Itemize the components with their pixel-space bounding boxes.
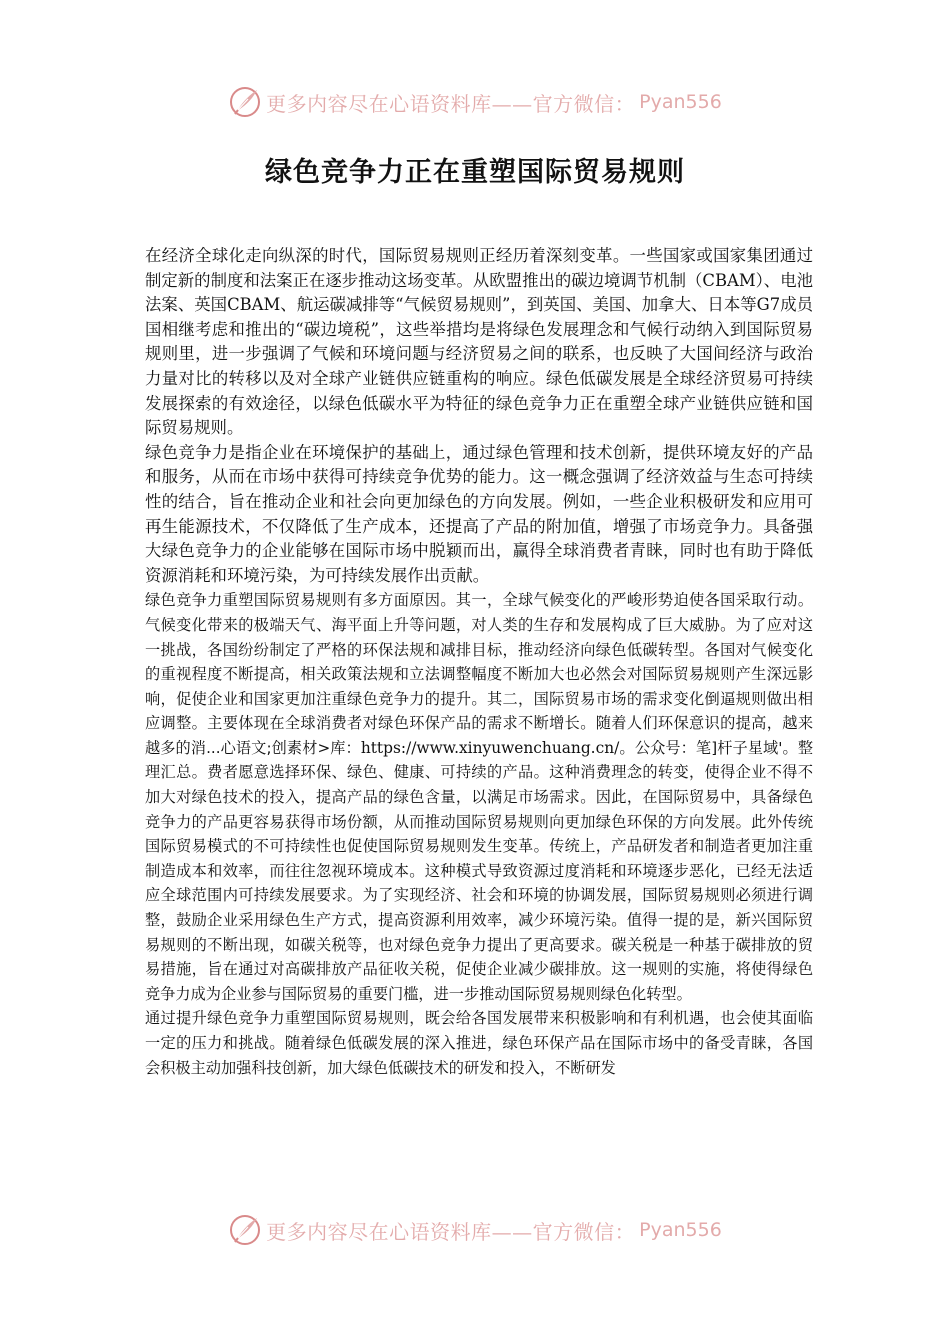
footer-watermark-banner <box>0 1208 950 1252</box>
page-title: 绿色竞争力正在重塑国际贸易规则 <box>265 157 685 188</box>
watermark-wechat-id: Pyan556 <box>639 1219 722 1241</box>
paragraph-4: 通过提升绿色竞争力重塑国际贸易规则，既会给各国发展带来积极影响和有利机遇，也会使其面临一定的压力和挑战。随着绿色低碳发展的深入推进，绿色环保产品在国际市场中的备受青睐，各国会积极主动加强科技创新，加大绿色低碳技术的研发和投入，不断研发 <box>145 1009 813 1077</box>
paragraph-3-part-b: 公众号：笔]杆子星域'。整理汇总。费者愿意选择环保、绿色、健康、可持续的产品。这种消费理念的转变，使得企业不得不加大对绿色技术的投入，提高产品的绿色含量，以满足市场需求。因此，在国际贸易中，具备绿色竞争力的产品更容易获得市场份额，从而推动国际贸易规则向更加绿色环保的方向发展。此外传统国际贸易模式的不可持续性也促使国际贸易规则发生变革。传统上，产品研发者和制造者更加注重制造成本和效率，而往往忽视环境成本。这种模式导致资源过度消耗和环境逐步恶化，已经无法适应全球范围内可持续发展要求。为了实现经济、社会和环境的协调发展，国际贸易规则必须进行调整，鼓励企业采用绿色生产方式，提高资源利用效率，减少环境污染。值得一提的是，新兴国际贸易规则的不断出现，如碳关税等，也对绿色竞争力提出了更高要求。碳关税是一种基于碳排放的贸易措施，旨在通过对高碳排放产品征收关税，促使企业减少碳排放。这一规则的实施，将使得绿色竞争力成为企业参与国际贸易的重要门槛，进一步推动国际贸易规则绿色化转型。 <box>145 738 814 1003</box>
article-body <box>145 244 813 1080</box>
watermark-text: 更多内容尽在心语资料库——官方微信： <box>266 1219 636 1244</box>
watermark-text: 更多内容尽在心语资料库——官方微信： <box>266 91 636 116</box>
header-watermark-banner <box>0 80 950 124</box>
paragraph-1: 在经济全球化走向纵深的时代，国际贸易规则正经历着深刻变革。一些国家或国家集团通过制定新的制度和法案正在逐步推动这场变革。从欧盟推出的碳边境调节机制（CBAM）、电池法案、英国CBAM、航运碳减排等“气候贸易规则”，到英国、美国、加拿大、日本等G7成员国相继考虑和推出的“碳边境税”，这些举措均是将绿色发展理念和气候行动纳入到国际贸易规则里，进一步强调了气候和环境问题与经济贸易之间的联系，也反映了大国间经济与政治力量对比的转移以及对全球产业链供应链重构的响应。绿色低碳发展是全球经济贸易可持续发展探索的有效途径，以绿色低碳水平为特征的绿色竞争力正在重塑全球产业链供应链和国际贸易规则。 <box>145 246 813 438</box>
paragraph-2: 绿色竞争力是指企业在环境保护的基础上，通过绿色管理和技术创新，提供环境友好的产品和服务，从而在市场中获得可持续竞争优势的能力。这一概念强调了经济效益与生态可持续性的结合，旨在推动企业和社会向更加绿色的方向发展。例如，一些企业积极研发和应用可再生能源技术，不仅降低了生产成本，还提高了产品的附加值，增强了市场竞争力。具备强大绿色竞争力的企业能够在国际市场中脱颖而出，赢得全球消费者青睐，同时也有助于降低资源消耗和环境污染，为可持续发展作出贡献。 <box>145 442 813 585</box>
paragraph-3 <box>145 588 813 1006</box>
feather-pen-logo-icon <box>228 1213 262 1247</box>
source-url: https://www.xinyuwenchuang.cn/。 <box>360 738 635 757</box>
feather-pen-logo-icon <box>228 85 262 119</box>
paragraph-3-part-a: 绿色竞争力重塑国际贸易规则有多方面原因。其一，全球气候变化的严峻形势迫使各国采取行动。气候变化带来的极端天气、海平面上升等问题，对人类的生存和发展构成了巨大威胁。为了应对这一挑战，各国纷纷制定了严格的环保法规和减排目标，推动经济向绿色低碳转型。各国对气候变化的重视程度不断提高，相关政策法规和立法调整幅度不断加大也必然会对国际贸易规则产生深远影响，促使企业和国家更加注重绿色竞争力的提升。其二，国际贸易市场的需求变化倒逼规则做出相应调整。主要体现在全球消费者对绿色环保产品的需求不断增长。随着人们环保意识的提高，越来越多的消...心语文;创素材>库： <box>145 591 813 757</box>
watermark-wechat-id: Pyan556 <box>639 91 722 113</box>
